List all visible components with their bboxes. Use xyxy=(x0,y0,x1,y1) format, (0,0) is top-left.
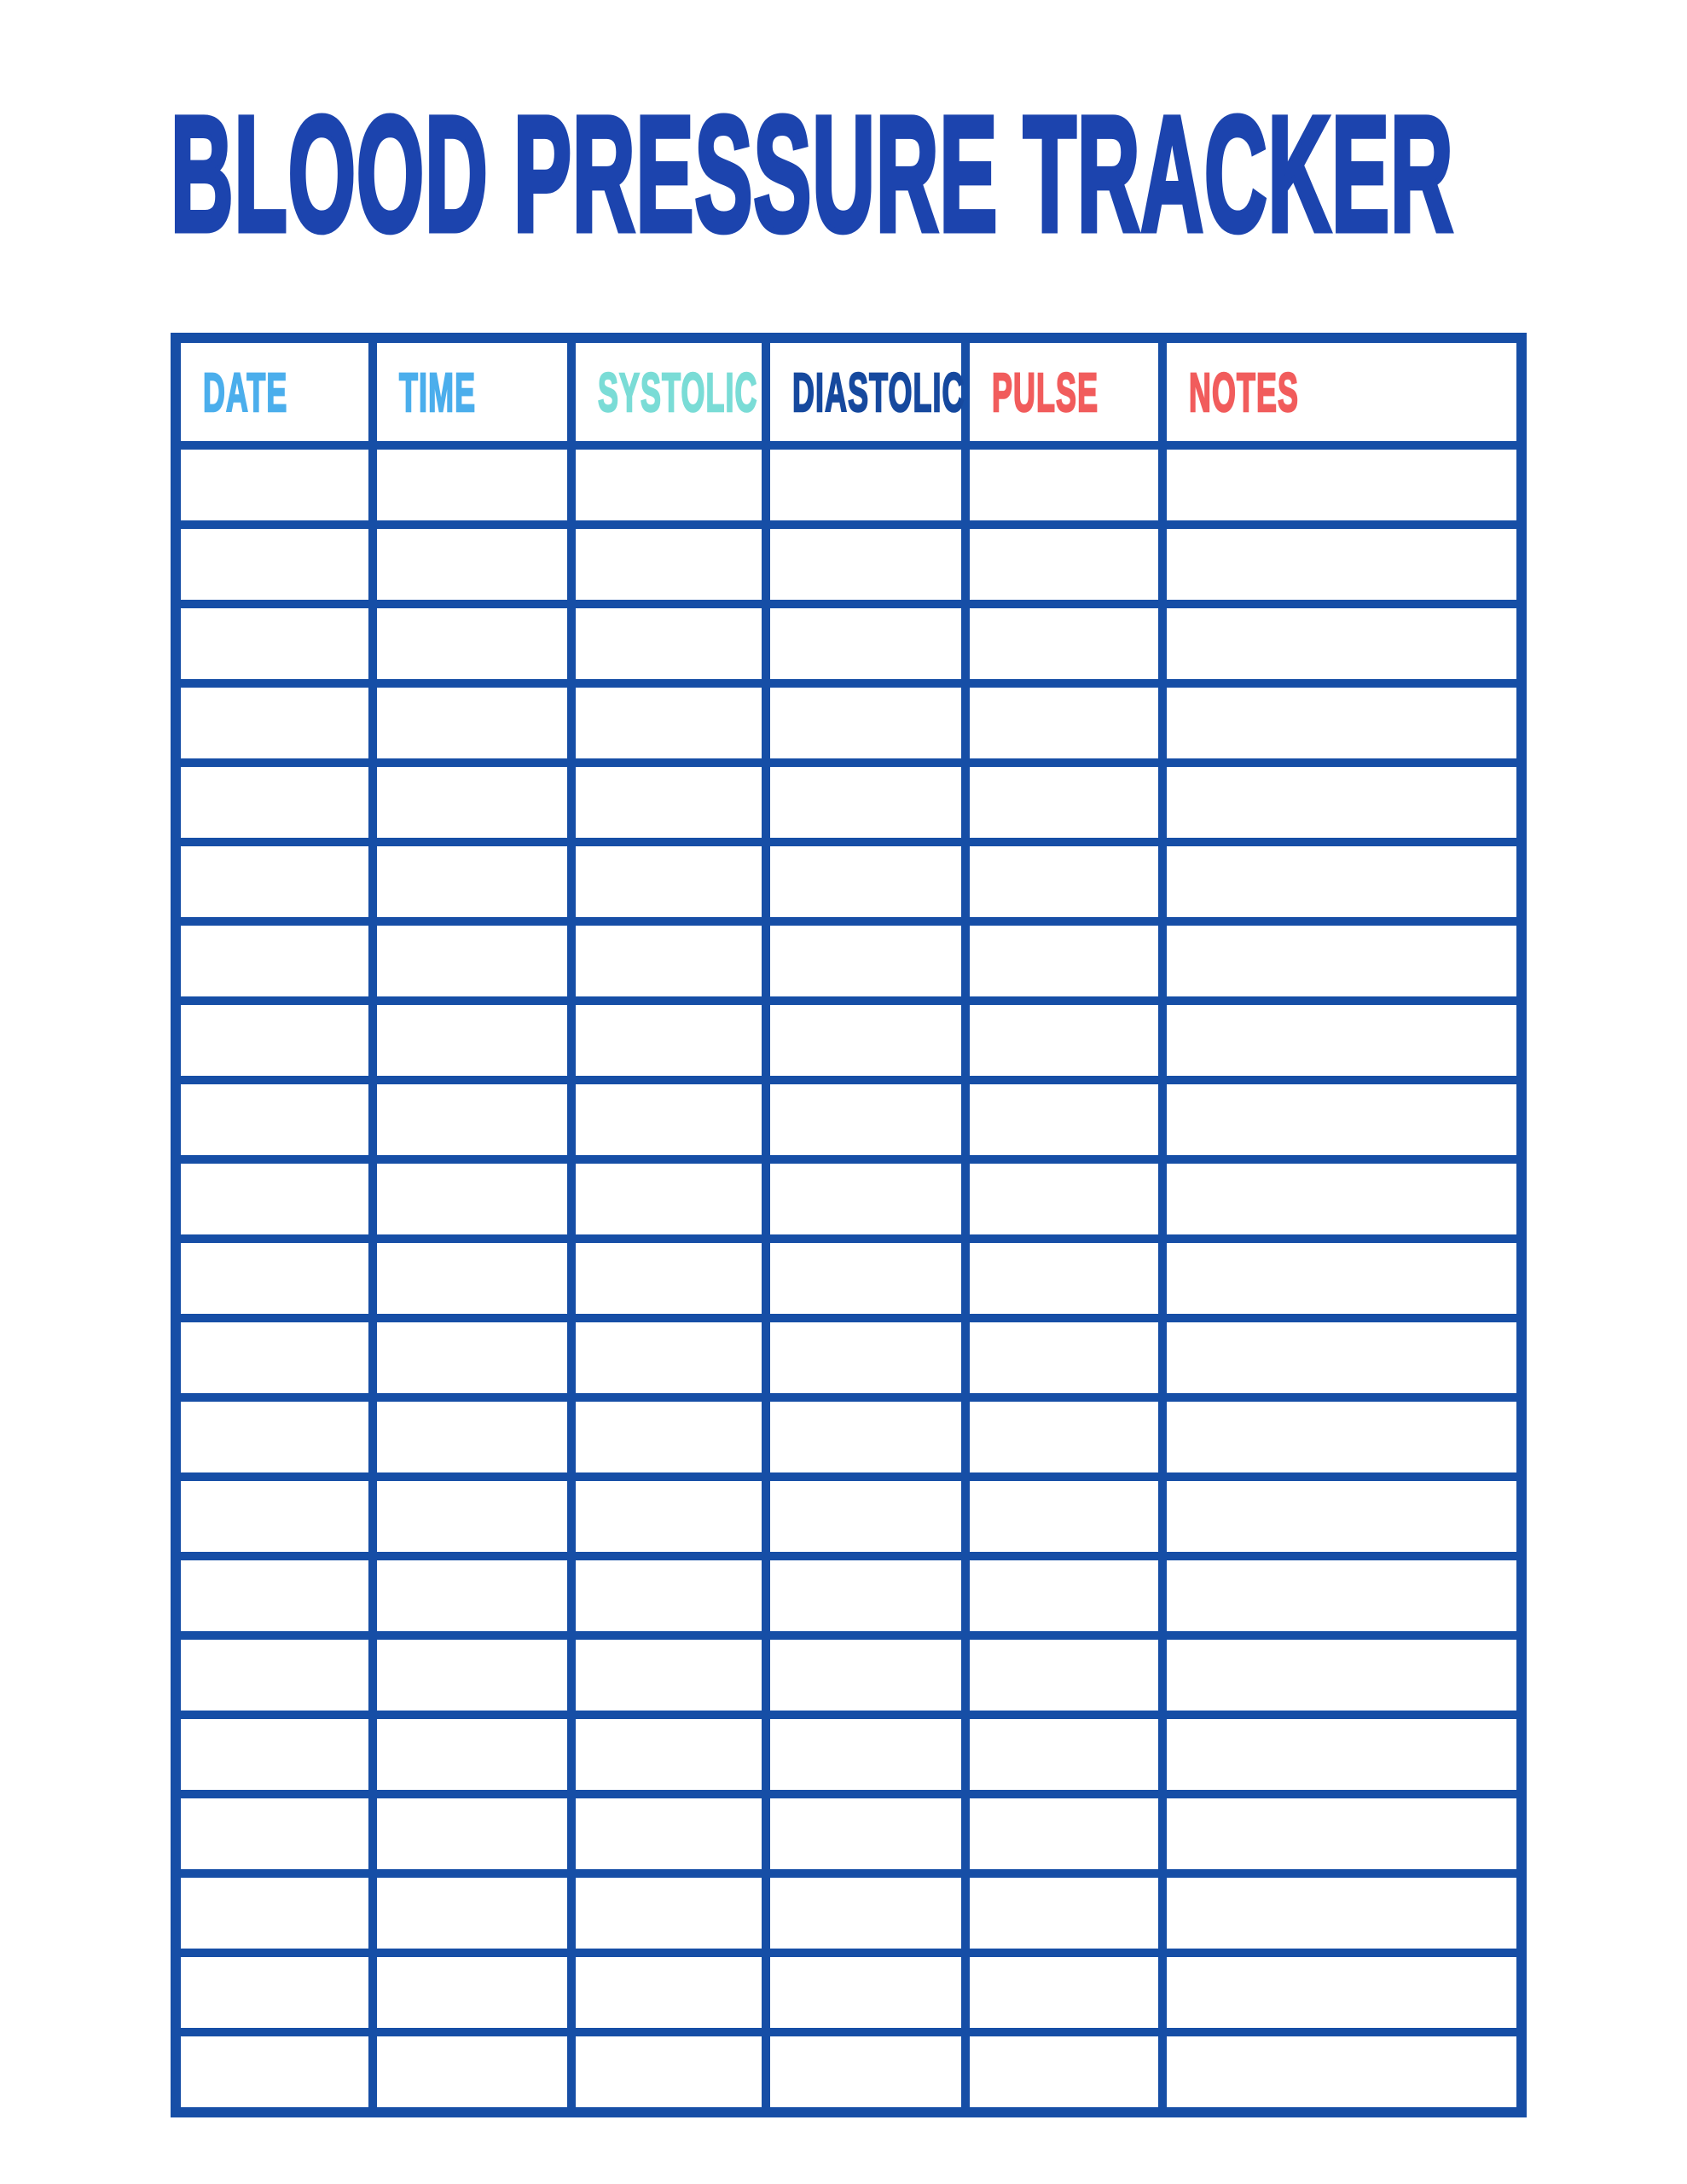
table-cell-notes xyxy=(1162,1953,1522,2032)
table-cell-notes xyxy=(1162,763,1522,842)
table-cell-notes xyxy=(1162,525,1522,604)
table-cell-notes xyxy=(1162,1239,1522,1318)
column-header-date xyxy=(176,338,373,445)
table-cell-date xyxy=(176,525,373,604)
table-cell-time xyxy=(373,842,571,921)
table-cell-notes xyxy=(1162,1635,1522,1715)
table-cell-pulse xyxy=(965,1556,1162,1635)
table-cell-date xyxy=(176,921,373,1001)
table-cell-systolic xyxy=(571,842,766,921)
table-cell-diastolic xyxy=(766,1556,965,1635)
table-cell-pulse xyxy=(965,1318,1162,1397)
table-cell-date xyxy=(176,445,373,525)
table-row xyxy=(176,1477,1522,1556)
table-cell-time xyxy=(373,445,571,525)
table-cell-date xyxy=(176,1715,373,1794)
table-cell-diastolic xyxy=(766,1953,965,2032)
table-cell-pulse xyxy=(965,921,1162,1001)
table-cell-pulse xyxy=(965,445,1162,525)
table-cell-date xyxy=(176,1953,373,2032)
table-cell-time xyxy=(373,683,571,763)
table-cell-date xyxy=(176,1318,373,1397)
table-cell-notes xyxy=(1162,1080,1522,1159)
table-row xyxy=(176,1715,1522,1794)
table-cell-time xyxy=(373,604,571,683)
header-row xyxy=(176,338,1522,445)
table-cell-systolic xyxy=(571,525,766,604)
table-cell-time xyxy=(373,1318,571,1397)
table-cell-date xyxy=(176,1873,373,1953)
table-cell-date xyxy=(176,842,373,921)
column-header-label: NOTES xyxy=(1189,361,1300,423)
table-header xyxy=(176,338,1522,445)
table-cell-date xyxy=(176,1794,373,1873)
table-cell-date xyxy=(176,604,373,683)
table-cell-systolic xyxy=(571,1715,766,1794)
table-cell-time xyxy=(373,1239,571,1318)
table-row xyxy=(176,1318,1522,1397)
table-cell-time xyxy=(373,921,571,1001)
table-cell-pulse xyxy=(965,1794,1162,1873)
table-cell-time xyxy=(373,1001,571,1080)
table-row xyxy=(176,445,1522,525)
table-cell-time xyxy=(373,525,571,604)
table-cell-diastolic xyxy=(766,445,965,525)
table-cell-time xyxy=(373,1715,571,1794)
table-cell-time xyxy=(373,1556,571,1635)
table-row xyxy=(176,1080,1522,1159)
table-cell-pulse xyxy=(965,1477,1162,1556)
table-body xyxy=(176,445,1522,2112)
table-cell-systolic xyxy=(571,683,766,763)
table-row xyxy=(176,921,1522,1001)
table-cell-notes xyxy=(1162,921,1522,1001)
table-cell-diastolic xyxy=(766,1001,965,1080)
table-cell-pulse xyxy=(965,842,1162,921)
table-cell-notes xyxy=(1162,1715,1522,1794)
table-cell-notes xyxy=(1162,1397,1522,1477)
table-cell-date xyxy=(176,1635,373,1715)
table-row xyxy=(176,1953,1522,2032)
table-cell-systolic xyxy=(571,1873,766,1953)
table-row xyxy=(176,763,1522,842)
column-header-label: SYSTOLIC xyxy=(597,361,758,423)
table-cell-pulse xyxy=(965,763,1162,842)
table-cell-time xyxy=(373,1873,571,1953)
table-cell-notes xyxy=(1162,1318,1522,1397)
table-cell-diastolic xyxy=(766,1477,965,1556)
table-row xyxy=(176,1159,1522,1239)
table-cell-notes xyxy=(1162,1556,1522,1635)
table-row xyxy=(176,604,1522,683)
column-header-notes xyxy=(1162,338,1522,445)
table-cell-notes xyxy=(1162,1873,1522,1953)
table-cell-systolic xyxy=(571,1239,766,1318)
table-cell-systolic xyxy=(571,1001,766,1080)
table-cell-date xyxy=(176,1556,373,1635)
table-cell-diastolic xyxy=(766,1873,965,1953)
table-cell-time xyxy=(373,1159,571,1239)
table-cell-pulse xyxy=(965,683,1162,763)
column-header-pulse xyxy=(965,338,1162,445)
table-cell-systolic xyxy=(571,445,766,525)
table-cell-pulse xyxy=(965,1159,1162,1239)
table-cell-date xyxy=(176,1159,373,1239)
table-cell-date xyxy=(176,1477,373,1556)
table-row xyxy=(176,1001,1522,1080)
table-cell-systolic xyxy=(571,1159,766,1239)
table-cell-systolic xyxy=(571,1318,766,1397)
table-row xyxy=(176,842,1522,921)
column-header-label: TIME xyxy=(399,361,477,423)
table-cell-notes xyxy=(1162,445,1522,525)
table-cell-systolic xyxy=(571,604,766,683)
table-cell-pulse xyxy=(965,1239,1162,1318)
table-row xyxy=(176,683,1522,763)
table-cell-diastolic xyxy=(766,921,965,1001)
table-cell-date xyxy=(176,1080,373,1159)
table-row xyxy=(176,2032,1522,2112)
column-header-label: DIASTOLIC xyxy=(792,361,965,423)
table-row xyxy=(176,1239,1522,1318)
page-title xyxy=(171,82,1687,265)
table-cell-pulse xyxy=(965,1715,1162,1794)
table-cell-time xyxy=(373,763,571,842)
table-cell-pulse xyxy=(965,525,1162,604)
table-cell-time xyxy=(373,1477,571,1556)
table-row xyxy=(176,1873,1522,1953)
table-cell-systolic xyxy=(571,1556,766,1635)
table-cell-notes xyxy=(1162,604,1522,683)
column-header-label: DATE xyxy=(203,361,288,423)
table-cell-diastolic xyxy=(766,1080,965,1159)
table-cell-time xyxy=(373,1080,571,1159)
column-header-time xyxy=(373,338,571,445)
table-cell-notes xyxy=(1162,1159,1522,1239)
table-cell-notes xyxy=(1162,1477,1522,1556)
table-cell-pulse xyxy=(965,1397,1162,1477)
table-cell-diastolic xyxy=(766,763,965,842)
table-cell-time xyxy=(373,2032,571,2112)
column-header-systolic xyxy=(571,338,766,445)
column-header-label: PULSE xyxy=(991,361,1099,423)
table-cell-systolic xyxy=(571,1953,766,2032)
table-cell-time xyxy=(373,1635,571,1715)
column-header-diastolic xyxy=(766,338,965,445)
table-cell-date xyxy=(176,1001,373,1080)
table-cell-time xyxy=(373,1397,571,1477)
table-cell-diastolic xyxy=(766,1635,965,1715)
table-cell-pulse xyxy=(965,1953,1162,2032)
table-cell-date xyxy=(176,683,373,763)
table-cell-diastolic xyxy=(766,842,965,921)
page-title-text: BLOOD PRESSURE TRACKER xyxy=(171,82,1454,265)
table-cell-notes xyxy=(1162,842,1522,921)
table-cell-diastolic xyxy=(766,1397,965,1477)
table-cell-time xyxy=(373,1953,571,2032)
table-cell-systolic xyxy=(571,1794,766,1873)
table-cell-pulse xyxy=(965,1080,1162,1159)
blood-pressure-table xyxy=(171,333,1527,2117)
table-cell-diastolic xyxy=(766,1715,965,1794)
table-cell-diastolic xyxy=(766,2032,965,2112)
table-cell-pulse xyxy=(965,1001,1162,1080)
table-row xyxy=(176,525,1522,604)
table-cell-systolic xyxy=(571,921,766,1001)
table-cell-pulse xyxy=(965,2032,1162,2112)
table-cell-diastolic xyxy=(766,683,965,763)
table-cell-date xyxy=(176,763,373,842)
table-cell-pulse xyxy=(965,604,1162,683)
table-cell-date xyxy=(176,2032,373,2112)
table-row xyxy=(176,1397,1522,1477)
table-cell-notes xyxy=(1162,2032,1522,2112)
table-cell-systolic xyxy=(571,763,766,842)
table-cell-time xyxy=(373,1794,571,1873)
table-cell-diastolic xyxy=(766,1159,965,1239)
table-row xyxy=(176,1635,1522,1715)
table-cell-date xyxy=(176,1397,373,1477)
table-cell-pulse xyxy=(965,1635,1162,1715)
table-cell-notes xyxy=(1162,683,1522,763)
table-cell-systolic xyxy=(571,1080,766,1159)
table-cell-notes xyxy=(1162,1001,1522,1080)
table-row xyxy=(176,1794,1522,1873)
table-row xyxy=(176,1556,1522,1635)
table-cell-systolic xyxy=(571,1477,766,1556)
table-cell-diastolic xyxy=(766,1318,965,1397)
table-cell-systolic xyxy=(571,1635,766,1715)
table-cell-diastolic xyxy=(766,604,965,683)
table-cell-systolic xyxy=(571,2032,766,2112)
table-cell-diastolic xyxy=(766,1794,965,1873)
table-cell-diastolic xyxy=(766,1239,965,1318)
table-cell-diastolic xyxy=(766,525,965,604)
table-cell-notes xyxy=(1162,1794,1522,1873)
table-cell-date xyxy=(176,1239,373,1318)
table-cell-pulse xyxy=(965,1873,1162,1953)
table-cell-systolic xyxy=(571,1397,766,1477)
